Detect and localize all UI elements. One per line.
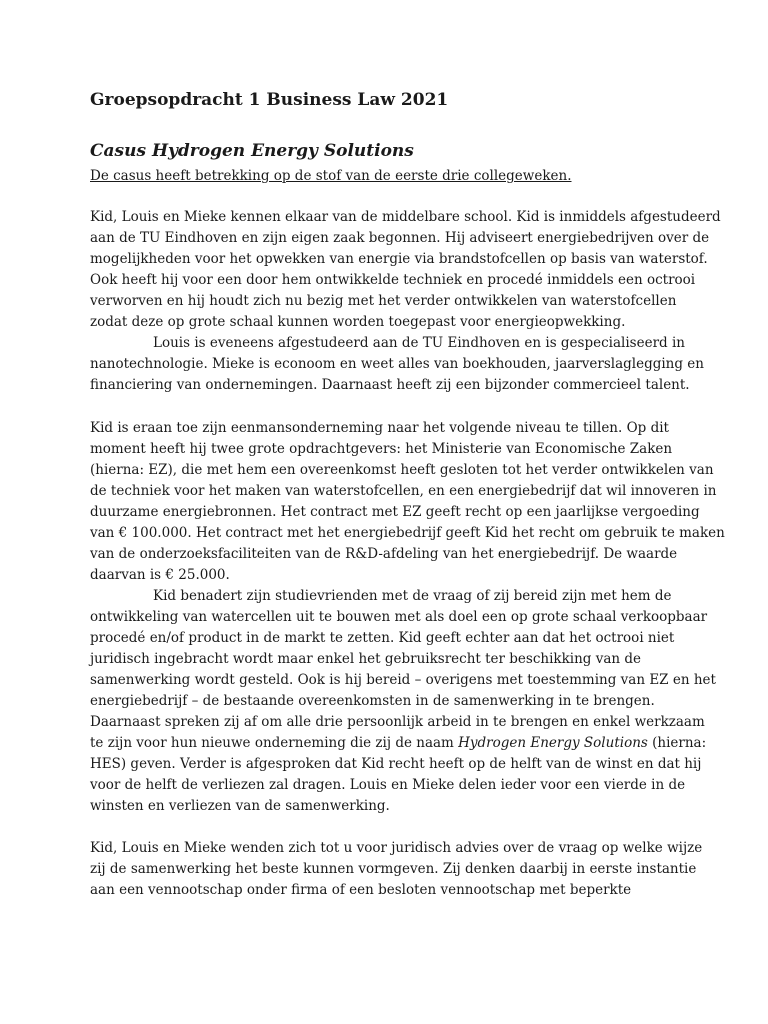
text-line: Daarnaast spreken zij af om alle drie persoonlijk arbeid in te brengen en enkel werkzaam <box>90 714 705 730</box>
text-line: HES) geven. Verder is afgesproken dat Kid recht heeft op de helft van de winst en dat hij <box>90 756 702 772</box>
text-line: de techniek voor het maken van waterstofcellen, en een energiebedrijf dat wil innoveren in <box>90 483 717 499</box>
company-name: Hydrogen Energy Solutions <box>458 735 648 751</box>
text-line: nanotechnologie. Mieke is econoom en weet alles van boekhouden, jaarverslaglegging en <box>90 356 704 372</box>
text-line: mogelijkheden voor het opwekken van energie via brandstofcellen op basis van waterstof. <box>90 251 708 267</box>
text-segment: te zijn voor hun nieuwe onderneming die zij de naam <box>90 735 454 751</box>
text-line: moment heeft hij twee grote opdrachtgevers: het Ministerie van Economische Zaken <box>90 441 673 457</box>
text-line: financiering van ondernemingen. Daarnaast heeft zij een bijzonder commercieel talent. <box>90 377 690 393</box>
text-line-with-company-name <box>90 733 725 754</box>
text-line: Kid, Louis en Mieke wenden zich tot u voor juridisch advies over de vraag op welke wijze <box>90 840 703 856</box>
text-line: Kid is eraan toe zijn eenmansonderneming naar het volgende niveau te tillen. Op dit <box>90 420 669 436</box>
text-line: Kid benadert zijn studievrienden met de vraag of zij bereid zijn met hem de <box>153 588 672 604</box>
text-line: van de onderzoeksfaciliteiten van de R&D-afdeling van het energiebedrijf. De waarde <box>90 546 678 562</box>
text-line: Kid, Louis en Mieke kennen elkaar van de middelbare school. Kid is inmiddels afgestudeerd <box>90 209 721 225</box>
text-line: aan een vennootschap onder firma of een besloten vennootschap met beperkte <box>90 882 632 898</box>
text-line: verworven en hij houdt zich nu bezig met het verder ontwikkelen van waterstofcellen <box>90 293 677 309</box>
text-line: van € 100.000. Het contract met het energiebedrijf geeft Kid het recht om gebruik te maken <box>90 525 725 541</box>
text-line: aan de TU Eindhoven en zijn eigen zaak begonnen. Hij adviseert energiebedrijven over de <box>90 230 710 246</box>
paragraph-introduction <box>90 207 721 396</box>
text-line: daarvan is € 25.000. <box>90 567 230 583</box>
text-line: Louis is eveneens afgestudeerd aan de TU Eindhoven en is gespecialiseerd in <box>153 335 685 351</box>
document-title: Groepsopdracht 1 Business Law 2021 <box>90 90 449 110</box>
text-line: zij de samenwerking het beste kunnen vormgeven. Zij denken daarbij in eerste instantie <box>90 861 697 877</box>
text-segment: (hierna: <box>647 735 707 751</box>
text-line: ontwikkeling van watercellen uit te bouwen met als doel een op grote schaal verkoopbaar <box>90 609 708 625</box>
text-line: samenwerking wordt gesteld. Ook is hij bereid – overigens met toestemming van EZ en het <box>90 672 716 688</box>
text-line: Ook heeft hij voor een door hem ontwikkelde techniek en procedé inmiddels een octrooi <box>90 272 696 288</box>
text-line: energiebedrijf – de bestaande overeenkomsten in de samenwerking in te brengen. <box>90 693 655 709</box>
case-subtitle: Casus Hydrogen Energy Solutions <box>90 141 414 161</box>
text-line: procedé en/of product in de markt te zetten. Kid geeft echter aan dat het octrooi niet <box>90 630 675 646</box>
text-line: voor de helft de verliezen zal dragen. Louis en Mieke delen ieder voor een vierde in de <box>90 777 686 793</box>
text-line: winsten en verliezen van de samenwerking. <box>90 798 390 814</box>
text-line: duurzame energiebronnen. Het contract met EZ geeft recht op een jaarlijkse vergoeding <box>90 504 700 520</box>
case-scope-note: De casus heeft betrekking op de stof van de eerste drie collegeweken. <box>90 168 572 184</box>
paragraph-business-situation <box>90 418 725 817</box>
paragraph-legal-question <box>90 838 702 901</box>
text-line: (hierna: EZ), die met hem een overeenkomst heeft gesloten tot het verder ontwikkelen van <box>90 462 714 478</box>
text-line: juridisch ingebracht wordt maar enkel het gebruiksrecht ter beschikking van de <box>90 651 641 667</box>
text-line: zodat deze op grote schaal kunnen worden toegepast voor energieopwekking. <box>90 314 626 330</box>
